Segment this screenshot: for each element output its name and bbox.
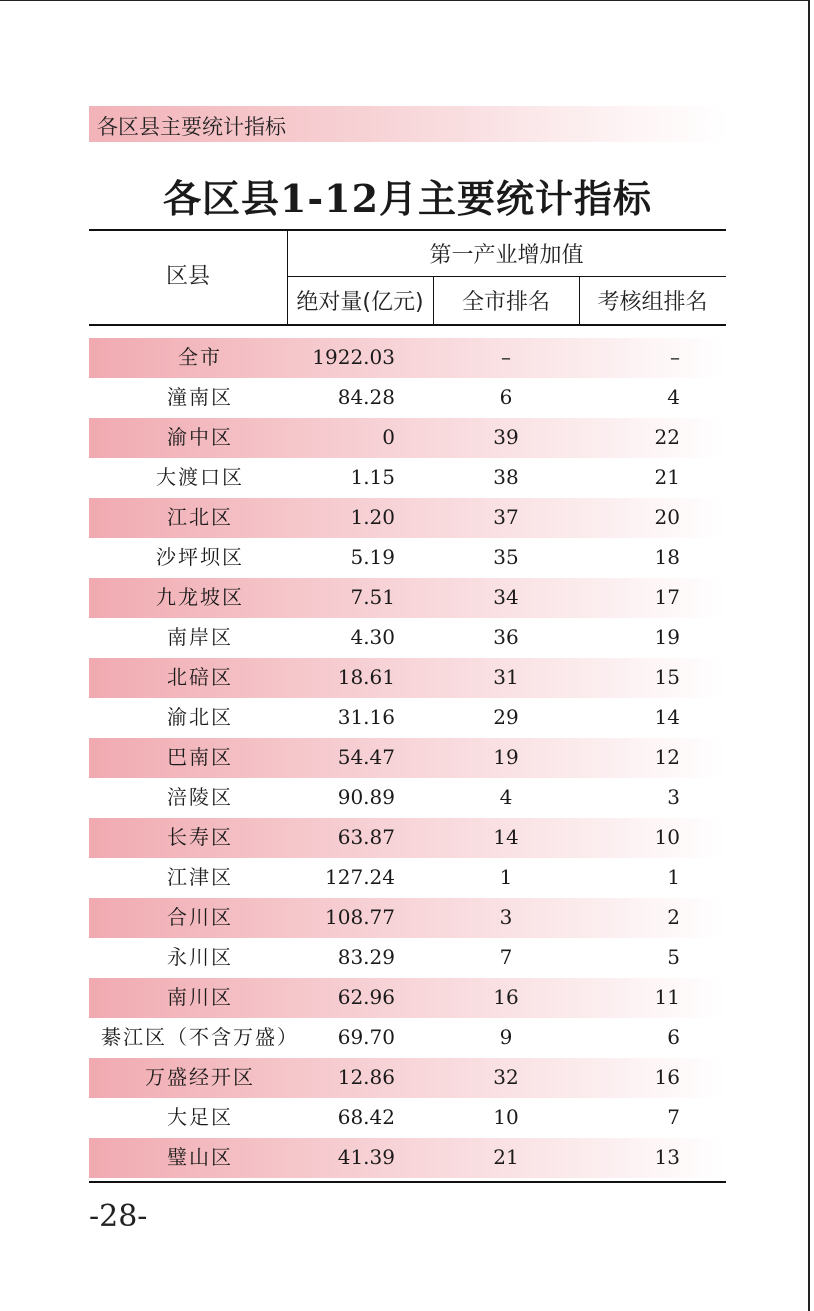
county-name: 全市	[178, 345, 222, 369]
county-name: 江津区	[167, 865, 233, 889]
group-rank: 12	[654, 745, 680, 769]
absolute-value: 31.16	[337, 705, 395, 729]
table-row	[89, 738, 726, 778]
absolute-value: 7.51	[350, 585, 395, 609]
county-name: 潼南区	[167, 385, 233, 409]
table-body	[89, 338, 726, 1178]
table-row	[89, 818, 726, 858]
group-rank: 2	[667, 905, 680, 929]
absolute-value: 1.15	[350, 465, 395, 489]
table-row	[89, 898, 726, 938]
header-city-rank: 全市排名	[461, 290, 550, 315]
table-top-rule	[89, 229, 726, 231]
page-number: -28-	[89, 1199, 148, 1234]
city-rank: 16	[493, 985, 519, 1009]
table-row	[89, 658, 726, 698]
group-rank: 21	[654, 465, 680, 489]
section-banner-label: 各区县主要统计指标	[97, 115, 286, 139]
group-rank: 19	[654, 625, 680, 649]
header-county: 区县	[165, 264, 210, 289]
city-rank: 34	[493, 585, 519, 609]
absolute-value: 54.47	[337, 745, 395, 769]
city-rank: 4	[499, 785, 513, 809]
county-name: 涪陵区	[167, 785, 233, 809]
county-name: 江北区	[167, 505, 233, 529]
city-rank: 39	[493, 425, 519, 449]
group-rank: 18	[654, 545, 680, 569]
county-name: 南岸区	[167, 625, 233, 649]
city-rank: 31	[493, 665, 519, 689]
city-rank: 14	[493, 825, 519, 849]
group-rank: –	[670, 345, 680, 369]
county-name: 合川区	[167, 905, 233, 929]
city-rank: 7	[499, 945, 513, 969]
table-row	[89, 338, 726, 378]
group-rank: 4	[667, 385, 680, 409]
group-rank: 5	[667, 945, 680, 969]
absolute-value: 4.30	[350, 625, 395, 649]
absolute-value: 5.19	[350, 545, 395, 569]
county-name: 綦江区（不含万盛）	[101, 1025, 299, 1049]
table-row	[89, 618, 726, 658]
group-rank: 14	[654, 705, 680, 729]
group-rank: 11	[654, 985, 680, 1009]
group-rank: 13	[654, 1145, 680, 1169]
absolute-value: 0	[382, 425, 395, 449]
table-row	[89, 778, 726, 818]
group-rank: 16	[654, 1065, 680, 1089]
header-bottom-rule	[89, 324, 726, 326]
city-rank: 32	[493, 1065, 519, 1089]
city-rank: 29	[493, 705, 519, 729]
county-name: 巴南区	[167, 745, 233, 769]
absolute-value: 18.61	[337, 665, 395, 689]
group-rank: 1	[667, 865, 680, 889]
table-row	[89, 578, 726, 618]
county-name: 万盛经开区	[145, 1065, 255, 1089]
group-rank: 15	[654, 665, 680, 689]
table-row	[89, 978, 726, 1018]
city-rank: 19	[493, 745, 519, 769]
county-name: 北碚区	[167, 665, 233, 689]
table-row	[89, 1018, 726, 1058]
section-banner	[89, 106, 729, 142]
group-rank: 6	[667, 1025, 680, 1049]
absolute-value: 68.42	[337, 1105, 395, 1129]
county-name: 渝北区	[167, 705, 233, 729]
table-row	[89, 418, 726, 458]
city-rank: 35	[493, 545, 519, 569]
absolute-value: 63.87	[337, 825, 395, 849]
city-rank: 10	[493, 1105, 519, 1129]
header-group-rank: 考核组排名	[597, 290, 708, 315]
county-name: 九龙坡区	[156, 585, 244, 609]
absolute-value: 90.89	[337, 785, 395, 809]
table-row	[89, 498, 726, 538]
page-title: 各区县1-12月主要统计指标	[162, 176, 653, 221]
county-name: 大足区	[167, 1105, 233, 1129]
table-row	[89, 1138, 726, 1178]
city-rank: 36	[493, 625, 519, 649]
county-name: 大渡口区	[156, 465, 244, 489]
group-rank: 17	[654, 585, 680, 609]
table-row	[89, 378, 726, 418]
group-rank: 22	[654, 425, 680, 449]
header-divider	[287, 276, 726, 277]
absolute-value: 69.70	[337, 1025, 395, 1049]
header-absolute-value: 绝对量(亿元)	[296, 290, 424, 315]
city-rank: 9	[499, 1025, 513, 1049]
city-rank: 6	[499, 385, 513, 409]
city-rank: 21	[493, 1145, 519, 1169]
absolute-value: 127.24	[325, 865, 395, 889]
city-rank: –	[501, 345, 511, 369]
table-row	[89, 1058, 726, 1098]
county-name: 渝中区	[167, 425, 233, 449]
county-name: 沙坪坝区	[156, 545, 244, 569]
absolute-value: 62.96	[337, 985, 395, 1009]
absolute-value: 1.20	[350, 505, 395, 529]
county-name: 南川区	[167, 985, 233, 1009]
city-rank: 3	[499, 905, 513, 929]
group-rank: 7	[667, 1105, 680, 1129]
table-row	[89, 1098, 726, 1138]
absolute-value: 12.86	[337, 1065, 395, 1089]
header-group: 第一产业增加值	[429, 243, 584, 268]
table-row	[89, 938, 726, 978]
county-name: 长寿区	[167, 825, 233, 849]
table-row	[89, 858, 726, 898]
city-rank: 1	[499, 865, 513, 889]
absolute-value: 108.77	[325, 905, 395, 929]
absolute-value: 1922.03	[312, 345, 395, 369]
city-rank: 37	[493, 505, 519, 529]
absolute-value: 83.29	[337, 945, 395, 969]
table-row	[89, 538, 726, 578]
group-rank: 20	[654, 505, 680, 529]
absolute-value: 41.39	[337, 1145, 395, 1169]
county-name: 永川区	[167, 945, 233, 969]
city-rank: 38	[493, 465, 519, 489]
table-row	[89, 698, 726, 738]
county-name: 璧山区	[167, 1145, 233, 1169]
absolute-value: 84.28	[337, 385, 395, 409]
table-bottom-rule	[89, 1181, 726, 1183]
group-rank: 3	[667, 785, 680, 809]
table-row	[89, 458, 726, 498]
group-rank: 10	[654, 825, 680, 849]
